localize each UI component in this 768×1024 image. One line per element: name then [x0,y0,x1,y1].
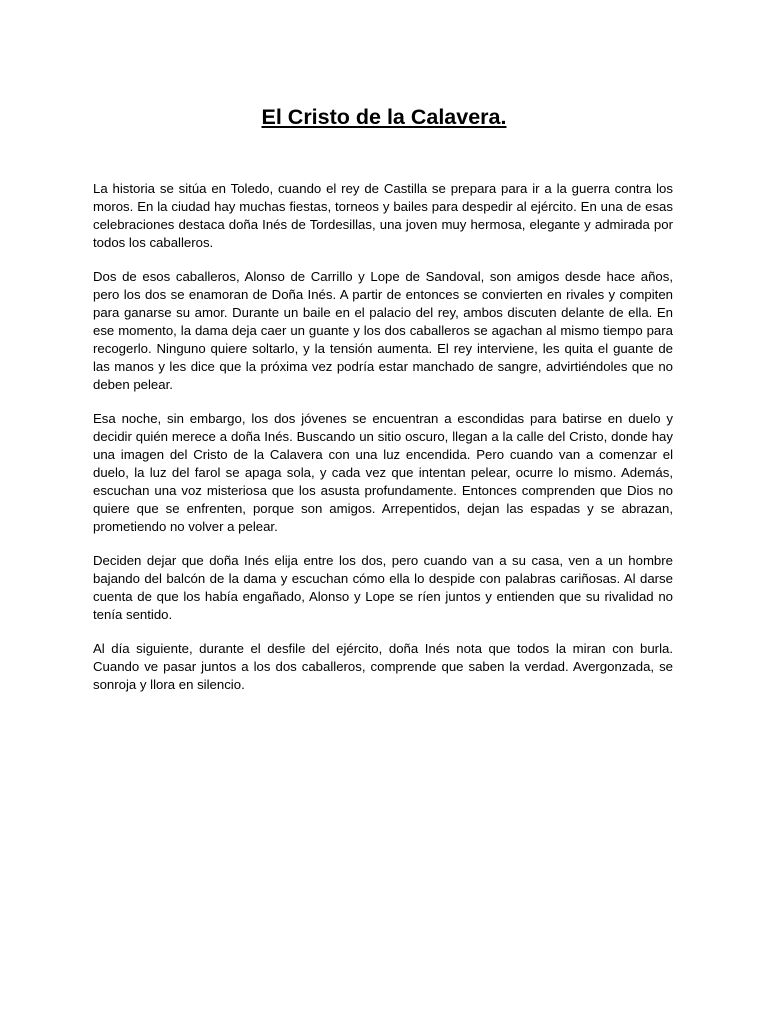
paragraph-4: Deciden dejar que doña Inés elija entre los dos, pero cuando van a su casa, ven a un hombre bajando del balcón de la dama y escuchan cómo ella lo despide con palabras cariñosas. Al darse cuenta de que los había engañado, Alonso y Lope se ríen juntos y entienden que su rivalidad no tenía sentido. [93,553,673,622]
paragraph-2: Dos de esos caballeros, Alonso de Carrillo y Lope de Sandoval, son amigos desde hace años, pero los dos se enamoran de Doña Inés. A partir de entonces se convierten en rivales y compiten para ganarse su amor. Durante un baile en el palacio del rey, ambos discuten delante de ella. En ese momento, la dama deja caer un guante y los dos caballeros se agachan al mismo tiempo para recogerlo. Ninguno quiere soltarlo, y la tensión aumenta. El rey interviene, les quita el guante de las manos y les dice que la próxima vez podría estar manchado de sangre, advirtiéndoles que no deben pelear. [93,269,673,392]
paragraph-1: La historia se sitúa en Toledo, cuando el rey de Castilla se prepara para ir a la guerra contra los moros. En la ciudad hay muchas fiestas, torneos y bailes para despedir al ejército. En una de esas celebraciones destaca doña Inés de Tordesillas, una joven muy hermosa, elegante y admirada por todos los caballeros. [93,181,673,250]
document-title: El Cristo de la Calavera. [261,105,507,129]
paragraph-3: Esa noche, sin embargo, los dos jóvenes se encuentran a escondidas para batirse en duelo y decidir quién merece a doña Inés. Buscando un sitio oscuro, llegan a la calle del Cristo, donde hay una imagen del Cristo de la Calavera con una luz encendida. Pero cuando van a comenzar el duelo, la luz del farol se apaga sola, y cada vez que intentan pelear, ocurre lo mismo. Además, escuchan una voz misteriosa que los asusta profundamente. Entonces comprenden que Dios no quiere que se enfrenten, porque son amigos. Arrepentidos, dejan las espadas y se abrazan, prometiendo no volver a pelear. [93,411,673,534]
document-body [93,180,673,710]
paragraph-5: Al día siguiente, durante el desfile del ejército, doña Inés nota que todos la miran con burla. Cuando ve pasar juntos a los dos caballeros, comprende que saben la verdad. Avergonzada, se sonroja y llora en silencio. [93,641,673,692]
